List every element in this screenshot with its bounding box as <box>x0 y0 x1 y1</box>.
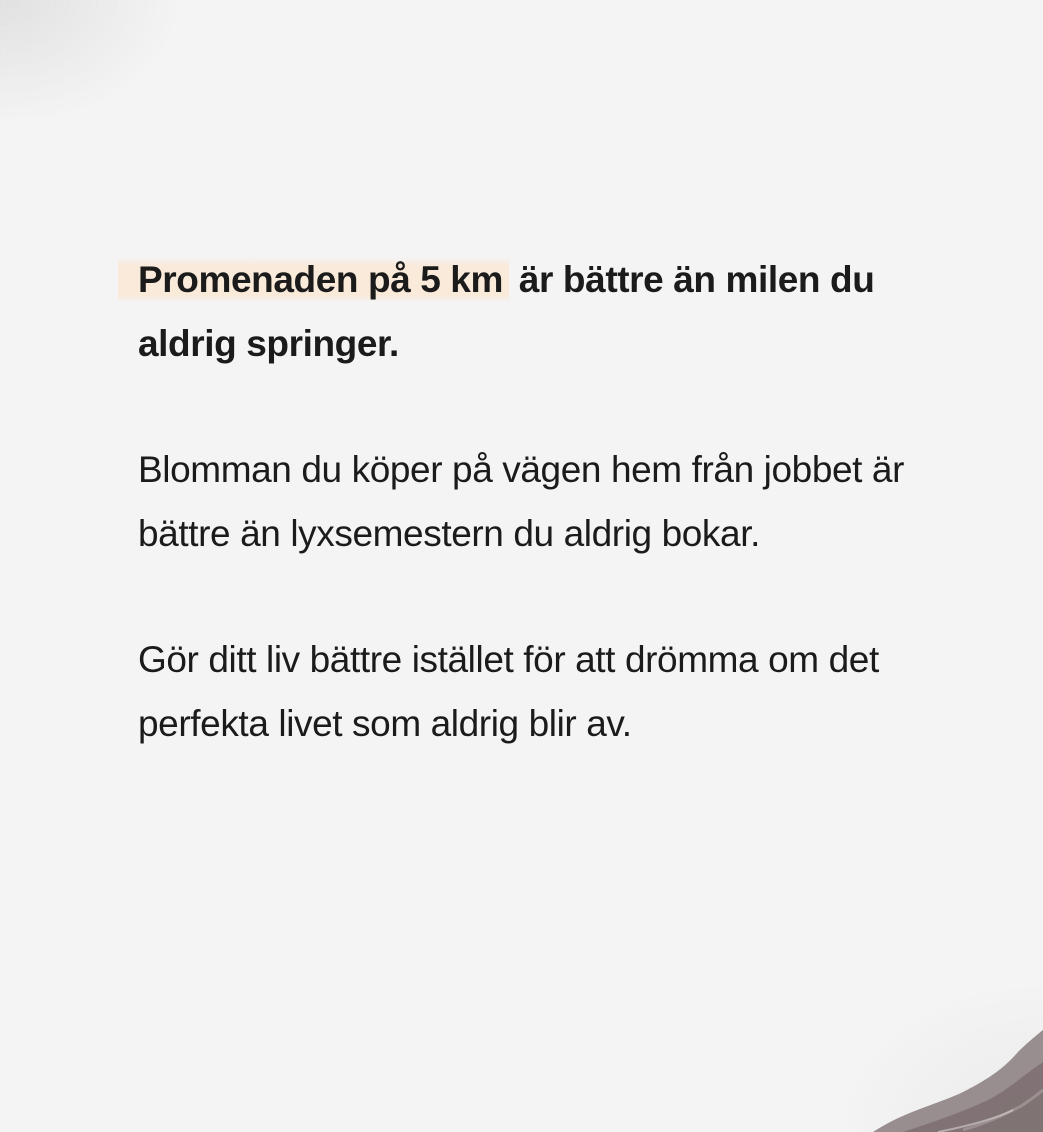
paragraph-better-life: Gör ditt liv bättre istället för att drömma om det perfekta livet som aldrig blir av. <box>138 639 879 744</box>
headline-highlight: Promenaden på 5 km <box>118 257 509 302</box>
headline <box>138 248 938 376</box>
headline-rest: är bättre än milen du aldrig springer. <box>138 259 875 364</box>
quote-text-block <box>138 248 938 756</box>
brush-stroke-decoration <box>843 1012 1043 1132</box>
paragraph-flower: Blomman du köper på vägen hem från jobbet är bättre än lyxsemestern du aldrig bokar. <box>138 449 905 554</box>
